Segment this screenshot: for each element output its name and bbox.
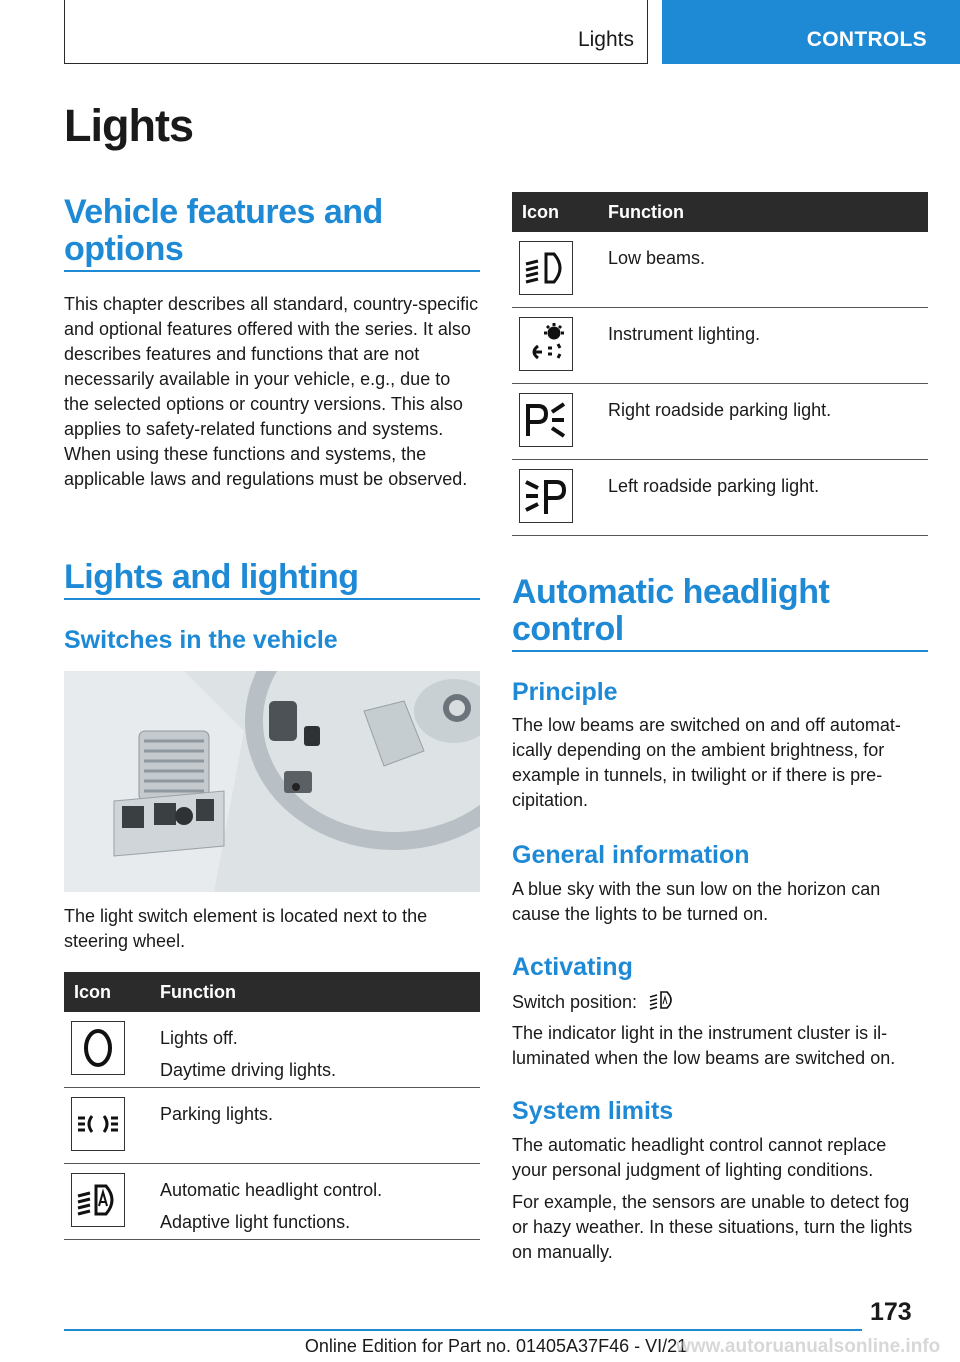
function-text: Parking lights. [160, 1104, 274, 1124]
switches-heading: Switches in the vehicle [64, 626, 338, 654]
activating-heading: Activating [512, 953, 633, 981]
watermark: www.autoruanualsonline.info [676, 1336, 941, 1357]
low-beams-icon [519, 241, 573, 295]
limits-heading: System limits [512, 1097, 674, 1125]
header-chapter-label: CONTROLS [806, 28, 927, 51]
col-function-header: Function [160, 982, 236, 1002]
features-heading: Vehicle features and options [64, 193, 383, 268]
right-parking-light-icon [519, 393, 573, 447]
col-icon-header: Icon [522, 202, 560, 222]
auto-headlight-heading: Automatic headlight control [512, 573, 830, 648]
page-number: 173 [870, 1298, 912, 1326]
automatic-headlight-icon [71, 1173, 125, 1227]
footer-edition: Online Edition for Part no. 01405A37F46 - VI/21 [304, 1336, 688, 1356]
table-row [512, 384, 928, 460]
switch-caption: The light switch element is located next to the steering wheel. [64, 906, 428, 951]
parking-lights-icon [71, 1097, 125, 1151]
switch-position-text [512, 989, 676, 1015]
table-row [64, 1012, 480, 1088]
function-text: Instrument lighting. [608, 324, 761, 344]
instrument-lighting-icon [519, 317, 573, 371]
table-row [512, 232, 928, 308]
header-left-frame [64, 0, 648, 64]
principle-heading: Principle [512, 678, 618, 706]
lighting-rule [64, 598, 480, 600]
auto-rule [512, 650, 928, 652]
col-function-header: Function [608, 202, 684, 222]
function-text: Lights off. [160, 1028, 238, 1048]
table-row [64, 1164, 480, 1240]
lighting-heading: Lights and lighting [64, 558, 359, 596]
switch-position-label: Switch position: [512, 992, 638, 1012]
table-header [64, 972, 480, 1012]
principle-text: The low beams are switched on and off automatically depending on the ambient brightness, for example in tunnels, in twilight or if there is precipitation. [512, 715, 901, 810]
automatic-headlight-icon [648, 989, 676, 1011]
function-text: Right roadside parking light. [608, 400, 832, 420]
activating-text: The indicator light in the instrument cluster is illuminated when the low beams are switched on. [512, 1023, 896, 1068]
general-heading: General information [512, 841, 750, 869]
features-text: This chapter describes all standard, country-specific and optional features offered with the series. It also describes features and functions that are not necessarily available in your vehicle, e.g., due to the selected options or country versions. This also applies to safety-related functions and systems. When using these functions and systems, the applicable laws and regulations must be observed. [64, 294, 479, 489]
function-text: Adaptive light functions. [160, 1212, 351, 1232]
left-parking-light-icon [519, 469, 573, 523]
function-text: Automatic headlight control. [160, 1180, 383, 1200]
icon-function-table-left [64, 972, 480, 1240]
function-text: Low beams. [608, 248, 706, 268]
features-rule [64, 270, 480, 272]
function-text: Daytime driving lights. [160, 1060, 337, 1080]
function-text: Left roadside parking light. [608, 476, 820, 496]
table-row [512, 460, 928, 536]
light-switch-photo [64, 671, 480, 892]
table-header [512, 192, 928, 232]
col-icon-header: Icon [74, 982, 112, 1002]
header-section-title: Lights [577, 28, 634, 51]
general-text: A blue sky with the sun low on the horizon can cause the lights to be turned on. [512, 879, 881, 924]
lights-off-icon [71, 1021, 125, 1075]
page-title: Lights [64, 100, 193, 151]
footer-rule [64, 1329, 862, 1331]
table-row [64, 1088, 480, 1164]
table-row [512, 308, 928, 384]
icon-function-table-right [512, 192, 928, 536]
limits-text-1: The automatic headlight control cannot replace your personal judgment of lighting conditions. [512, 1135, 887, 1180]
limits-text-2: For example, the sensors are unable to detect fog or hazy weather. In these situations, turn the lights on manually. [512, 1192, 913, 1262]
